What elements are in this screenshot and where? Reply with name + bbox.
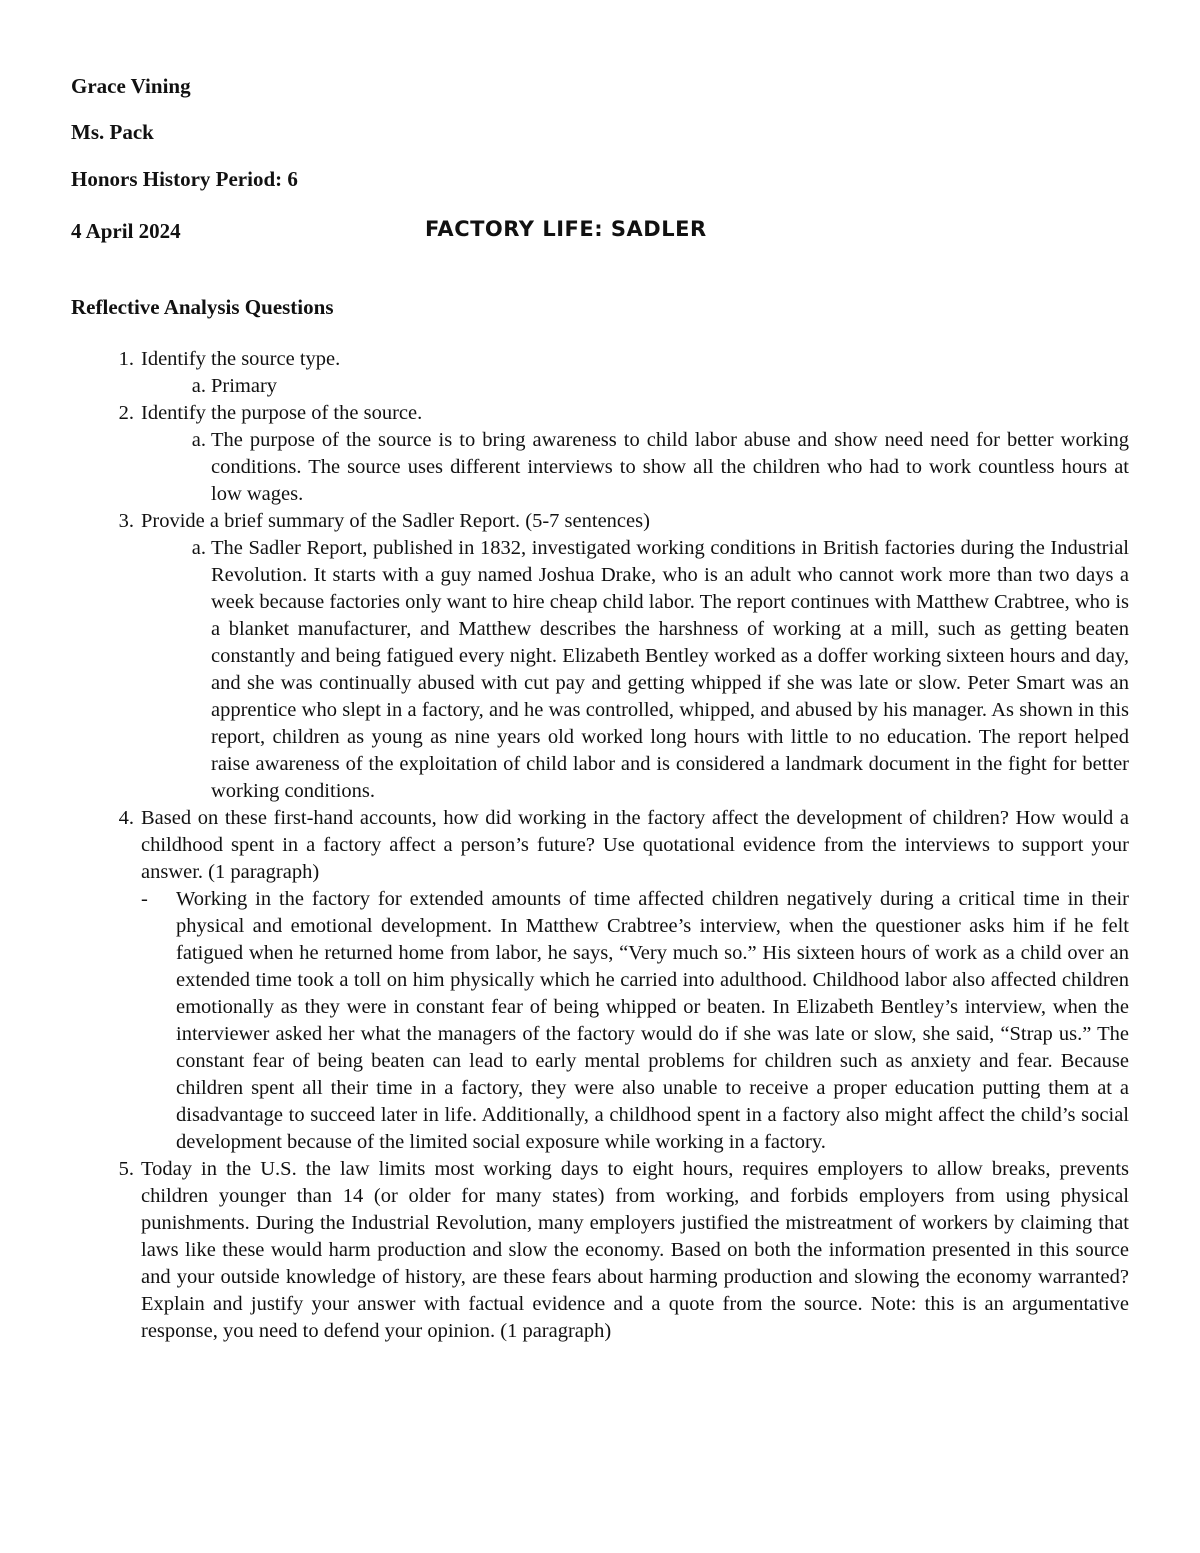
answer-text: The purpose of the source is to bring awareness to child labor abuse and show need need for better working conditions. The source uses different interviews to show all the children who had to work countless hours at low wages. [211, 429, 1129, 505]
question-text: Provide a brief summary of the Sadler Report. (5-7 sentences) [141, 510, 650, 532]
answer-text: Primary [211, 375, 278, 397]
question-item [0, 1156, 1200, 1345]
date: 4 April 2024 [71, 219, 181, 243]
question-number: 1. [118, 348, 134, 370]
question-text: Based on these first-hand accounts, how did working in the factory affect the development of children? How would a childhood spent in a factory affect a person’s future? Use quotational evidence from the interviews to support your answer. (1 paragraph) [141, 807, 1129, 883]
question-text: Today in the U.S. the law limits most working days to eight hours, requires employers to allow breaks, prevents children younger than 14 (or older for many states) from working, and forbids employers from using physical punishments. During the Industrial Revolution, many employers justified the mistreatment of workers by claiming that laws like these would harm production and slow the economy. Based on both the information presented in this source and your outside knowledge of history, are these fears about harming production and slowing the economy warranted? Explain and justify your answer with factual evidence and a quote from the source. Note: this is an argumentative response, you need to defend your opinion. (1 paragraph) [141, 1158, 1129, 1342]
question-number: 3. [118, 510, 134, 532]
answer-text: The Sadler Report, published in 1832, investigated working conditions in British factories during the Industrial Revolution. It starts with a guy named Joshua Drake, who is an adult who cannot work more than two days a week because factories only want to hire cheap child labor. The report continues with Matthew Crabtree, who is a blanket manufacturer, and Matthew describes the harshness of working at a mill, such as getting beaten constantly and being fatigued every night. Elizabeth Bentley worked as a doffer working sixteen hours and day, and she was continually abused with cut pay and getting whipped if she was late or slow. Peter Smart was an apprentice who slept in a factory, and he was controlled, whipped, and abused by his manager. As shown in this report, children as young as nine years old worked long hours with little to no education. The report helped raise awareness of the exploitation of child labor and is considered a landmark document in the fight for better working conditions. [211, 537, 1129, 802]
teacher-name: Ms. Pack [71, 120, 154, 144]
question-list [0, 346, 1200, 1345]
question-text: Identify the purpose of the source. [141, 402, 423, 424]
answer-item [0, 886, 1200, 1156]
answer-item [0, 373, 1200, 400]
answer-item [0, 535, 1200, 805]
class-period: Honors History Period: 6 [71, 167, 298, 191]
question-text: Identify the source type. [141, 348, 341, 370]
question-item [0, 805, 1200, 886]
question-number: 2. [118, 402, 134, 424]
question-item [0, 400, 1200, 427]
section-heading: Reflective Analysis Questions [71, 295, 334, 319]
answer-marker: a. [191, 429, 206, 451]
document-title: FACTORY LIFE: SADLER [425, 217, 707, 241]
student-name: Grace Vining [71, 74, 191, 98]
answer-marker: a. [191, 375, 206, 397]
question-number: 4. [118, 807, 134, 829]
question-item [0, 508, 1200, 535]
question-item [0, 346, 1200, 373]
answer-dash-marker: - [141, 888, 148, 910]
question-number: 5. [118, 1158, 134, 1180]
answer-item [0, 427, 1200, 508]
answer-marker: a. [191, 537, 206, 559]
answer-text: Working in the factory for extended amounts of time affected children negatively during a critical time in their physical and emotional development. In Matthew Crabtree’s interview, when the questioner asks him if he felt fatigued when he returned home from labor, he says, “Very much so.” His sixteen hours of work as a child over an extended time took a toll on him physically which he carried into adulthood. Childhood labor also affected children emotionally as they were in constant fear of being whipped or beaten. In Elizabeth Bentley’s interview, when the interviewer asked her what the managers of the factory would do if she was late or slow, she said, “Strap us.” The constant fear of being beaten can lead to early mental problems for children such as anxiety and fear. Because children spent all their time in a factory, they were also unable to receive a proper education putting them at a disadvantage to succeed later in life. Additionally, a childhood spent in a factory also might affect the child’s social development because of the limited social exposure while working in a factory. [176, 888, 1129, 1153]
